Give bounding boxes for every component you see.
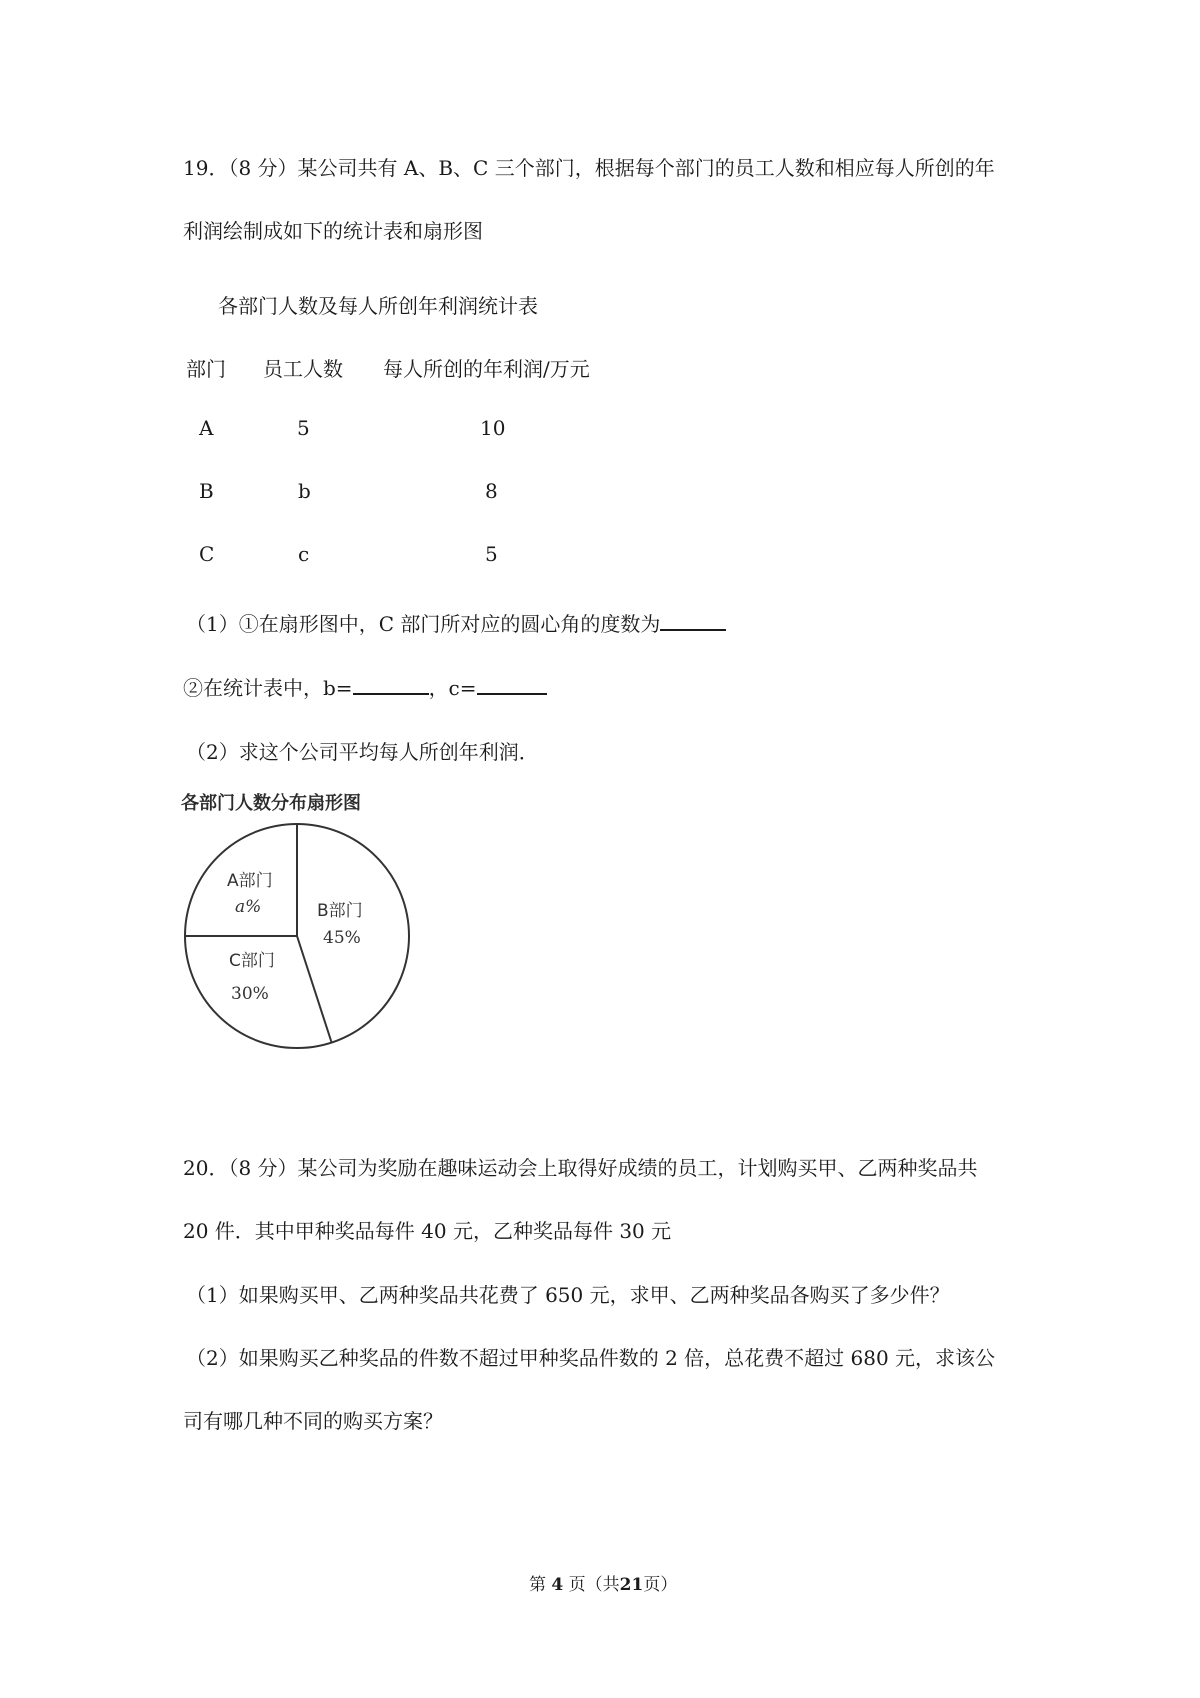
q20-part2-line2: 司有哪几种不同的购买方案？ — [183, 1409, 443, 1433]
q19-line2: 利润绘制成如下的统计表和扇形图 — [183, 219, 483, 243]
table-header-profit: 每人所创的年利润/万元 — [383, 357, 590, 381]
slice-value-a: a% — [235, 897, 262, 917]
pie-chart — [177, 816, 417, 1056]
table-cell: A — [199, 416, 214, 440]
table-header-count: 员工人数 — [263, 357, 343, 381]
answer-blank-b[interactable] — [353, 675, 429, 695]
footer-mid: 页（共 — [568, 1575, 620, 1595]
q19-part1b-mid: ，c= — [428, 676, 477, 700]
q19-part1b-prefix: ②在统计表中，b= — [183, 676, 353, 700]
q19-part1a — [186, 608, 726, 637]
table-cell: 8 — [485, 479, 498, 503]
slice-value-c: 30% — [231, 984, 269, 1004]
chart-title: 各部门人数分布扇形图 — [181, 793, 361, 814]
slice-label-a: A部门 — [227, 871, 273, 891]
table-cell: 10 — [480, 416, 506, 440]
q20-part2-line1: （2）如果购买乙种奖品的件数不超过甲种奖品件数的 2 倍，总花费不超过 680 元，求该公 — [186, 1346, 996, 1370]
q19-part2: （2）求这个公司平均每人所创年利润． — [186, 740, 539, 764]
answer-blank[interactable] — [660, 611, 726, 631]
table-cell: b — [298, 479, 311, 503]
q19-part1a-text: （1）①在扇形图中，C 部门所对应的圆心角的度数为 — [186, 612, 661, 636]
table-cell: C — [199, 542, 215, 566]
table-title: 各部门人数及每人所创年利润统计表 — [218, 294, 538, 318]
page-footer — [529, 1570, 677, 1595]
q20-line1: 20．（8 分）某公司为奖励在趣味运动会上取得好成绩的员工，计划购买甲、乙两种奖品共 — [183, 1156, 978, 1180]
slice-label-c: C部门 — [229, 951, 275, 971]
table-header-dept: 部门 — [186, 357, 226, 381]
slice-label-b: B部门 — [317, 901, 363, 921]
footer-prefix: 第 — [529, 1575, 546, 1595]
table-cell: 5 — [485, 542, 498, 566]
q20-part1: （1）如果购买甲、乙两种奖品共花费了 650 元，求甲、乙两种奖品各购买了多少件？ — [186, 1283, 950, 1307]
footer-page-number: 4 — [551, 1575, 564, 1595]
answer-blank-c[interactable] — [477, 675, 547, 695]
footer-suffix: 页） — [643, 1575, 678, 1595]
table-cell: c — [298, 542, 310, 566]
q19-line1: 19．（8 分）某公司共有 A、B、C 三个部门，根据每个部门的员工人数和相应每人所创的年 — [183, 156, 995, 180]
table-cell: B — [199, 479, 214, 503]
q20-line2: 20 件．其中甲种奖品每件 40 元，乙种奖品每件 30 元 — [183, 1219, 672, 1243]
slice-value-b: 45% — [323, 928, 361, 948]
q19-part1b — [183, 672, 547, 701]
table-cell: 5 — [297, 416, 310, 440]
footer-total-pages: 21 — [619, 1575, 644, 1595]
